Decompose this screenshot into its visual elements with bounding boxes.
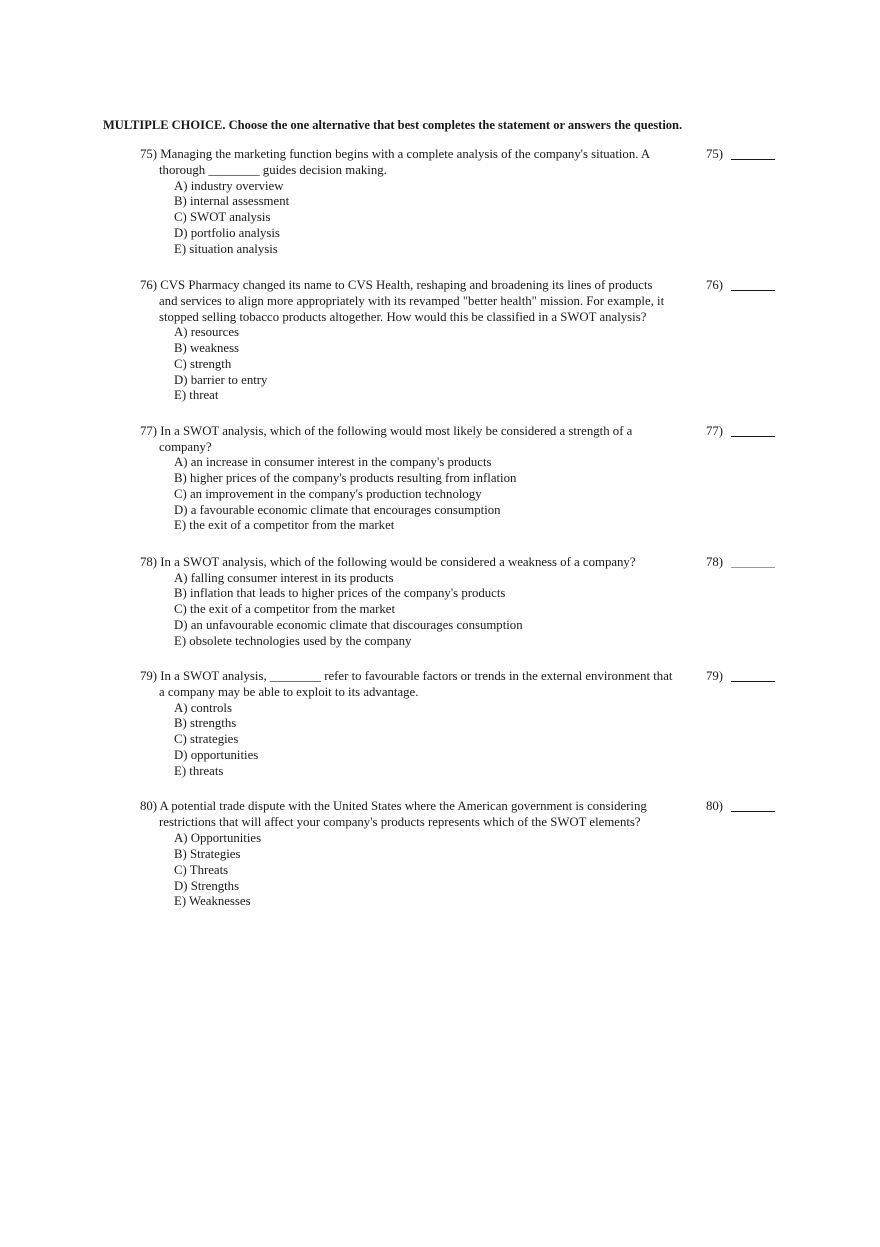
option-e: E) obsolete technologies used by the company — [174, 634, 412, 648]
answer-blank[interactable] — [731, 290, 775, 291]
option-b: B) higher prices of the company's products resulting from inflation — [174, 471, 517, 485]
option-a: A) industry overview — [174, 179, 284, 193]
answer-number: 80) — [706, 799, 724, 813]
option-b: B) inflation that leads to higher prices of the company's products — [174, 586, 506, 600]
option-e: E) Weaknesses — [174, 894, 251, 908]
answer-number: 75) — [706, 147, 724, 161]
option-d: D) an unfavourable economic climate that discourages consumption — [174, 618, 523, 632]
option-d: D) opportunities — [174, 748, 259, 762]
option-c: C) strength — [174, 357, 232, 371]
option-c: C) the exit of a competitor from the market — [174, 602, 396, 616]
question-text-line: 80) A potential trade dispute with the United States where the American government is considering — [140, 799, 647, 813]
option-a: A) controls — [174, 701, 232, 715]
answer-blank[interactable] — [731, 159, 775, 160]
answer-number: 78) — [706, 555, 724, 569]
option-b: B) internal assessment — [174, 194, 290, 208]
question-text-line: stopped selling tobacco products altogether. How would this be classified in a SWOT analysis? — [159, 310, 647, 324]
option-c: C) SWOT analysis — [174, 210, 271, 224]
answer-blank[interactable] — [731, 681, 775, 682]
option-d: D) portfolio analysis — [174, 226, 280, 240]
option-c: C) an improvement in the company's production technology — [174, 487, 482, 501]
option-a: A) Opportunities — [174, 831, 262, 845]
question-text-line: 79) In a SWOT analysis, ________ refer to favourable factors or trends in the external environment that — [140, 669, 673, 683]
answer-blank[interactable] — [731, 811, 775, 812]
answer-number: 77) — [706, 424, 724, 438]
answer-blank[interactable] — [731, 567, 775, 568]
option-e: E) situation analysis — [174, 242, 278, 256]
option-b: B) Strategies — [174, 847, 241, 861]
question-text-line: 77) In a SWOT analysis, which of the following would most likely be considered a strength of a — [140, 424, 633, 438]
option-a: A) falling consumer interest in its products — [174, 571, 394, 585]
option-c: C) Threats — [174, 863, 229, 877]
answer-number: 76) — [706, 278, 724, 292]
section-header: MULTIPLE CHOICE. Choose the one alternative that best completes the statement or answers the question. — [103, 118, 683, 132]
question-text-line: 78) In a SWOT analysis, which of the following would be considered a weakness of a company? — [140, 555, 636, 569]
question-text-line: restrictions that will affect your company's products represents which of the SWOT elements? — [159, 815, 641, 829]
option-e: E) threat — [174, 388, 219, 402]
answer-blank[interactable] — [731, 436, 775, 437]
option-d: D) a favourable economic climate that encourages consumption — [174, 503, 501, 517]
option-a: A) an increase in consumer interest in the company's products — [174, 455, 492, 469]
question-text-line: company? — [159, 440, 212, 454]
option-b: B) weakness — [174, 341, 240, 355]
question-text-line: and services to align more appropriately with its revamped "better health" mission. For example, it — [159, 294, 665, 308]
question-text-line: thorough ________ guides decision making. — [159, 163, 387, 177]
option-e: E) threats — [174, 764, 224, 778]
option-c: C) strategies — [174, 732, 239, 746]
option-b: B) strengths — [174, 716, 237, 730]
question-text-line: a company may be able to exploit to its advantage. — [159, 685, 419, 699]
option-d: D) barrier to entry — [174, 373, 268, 387]
option-e: E) the exit of a competitor from the market — [174, 518, 395, 532]
question-text-line: 75) Managing the marketing function begins with a complete analysis of the company's situation. A — [140, 147, 651, 161]
option-a: A) resources — [174, 325, 240, 339]
answer-number: 79) — [706, 669, 724, 683]
option-d: D) Strengths — [174, 879, 240, 893]
question-text-line: 76) CVS Pharmacy changed its name to CVS Health, reshaping and broadening its lines of products — [140, 278, 653, 292]
